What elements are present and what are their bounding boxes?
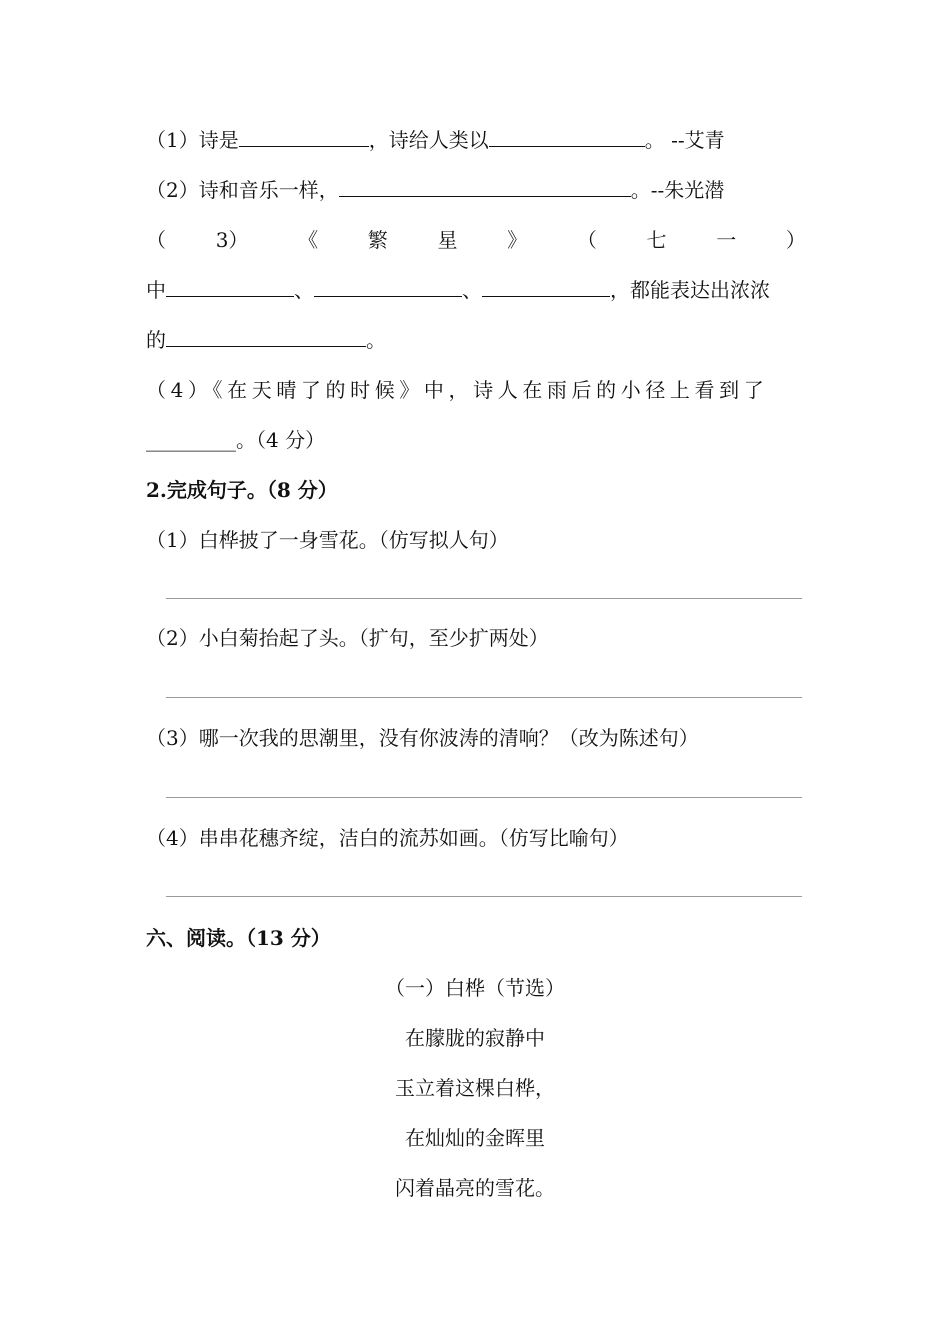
answer-line-1[interactable] (166, 598, 802, 599)
item-3-token: 》 (507, 228, 528, 252)
poem-line-2: 玉立着这棵白桦， (395, 1076, 555, 1100)
item-3-sep1: 、 (294, 278, 314, 302)
blank-3b[interactable] (314, 278, 462, 297)
poem-line-1: 在朦胧的寂静中 (405, 1026, 545, 1050)
poem-line-4: 闪着晶亮的雪花。 (395, 1176, 555, 1200)
question-2-heading: 2.完成句子。（8 分） (146, 478, 338, 502)
fill-item-1-text-b: ，诗给人类以 (368, 128, 489, 152)
item-3-end-a: 的 (146, 328, 166, 352)
item-3-token: ） (785, 228, 806, 252)
sentence-item-2: （2）小白菊抬起了头。（扩句，至少扩两处） (146, 626, 549, 650)
blank-3c[interactable] (482, 278, 610, 297)
item-3-token: 3） (215, 228, 249, 252)
fill-item-3-cont (146, 276, 770, 304)
section-6-heading: 六、阅读。（13 分） (146, 926, 331, 950)
fill-item-2-text-a: （2）诗和音乐一样， (146, 178, 339, 202)
fill-item-4-cont (146, 426, 325, 454)
answer-line-3[interactable] (166, 797, 802, 798)
poem-title: （一）白桦（节选） (385, 976, 565, 1000)
blank-1b[interactable] (489, 128, 645, 147)
item-4-blank[interactable]: _________ (146, 428, 236, 452)
item-4-tail: 。（4 分） (236, 428, 326, 452)
item-3-cont-b: ，都能表达出浓浓 (610, 278, 770, 302)
item-3-token: 繁 (367, 228, 388, 252)
blank-3a[interactable] (166, 278, 294, 297)
item-3-token: （ (576, 228, 597, 252)
answer-line-2[interactable] (166, 697, 802, 698)
fill-item-2-text-b: 。--朱光潜 (630, 178, 725, 202)
item-3-sep2: 、 (462, 278, 482, 302)
sentence-item-1: （1）白桦披了一身雪花。（仿写拟人句） (146, 528, 509, 552)
item-3-cont-a: 中 (146, 278, 166, 302)
fill-item-1-text-a: （1）诗是 (146, 128, 239, 152)
item-3-end-b: 。 (366, 328, 386, 352)
item-3-token: 《 (298, 228, 319, 252)
fill-item-4 (146, 376, 768, 404)
item-4-text: （4）《在天晴了的时候》中，诗人在雨后的小径上看到了 (146, 378, 769, 402)
answer-line-4[interactable] (166, 896, 802, 897)
fill-item-2 (146, 176, 724, 204)
blank-1a[interactable] (239, 128, 369, 147)
sentence-item-3: （3）哪一次我的思潮里，没有你波涛的清响？（改为陈述句） (146, 726, 699, 750)
item-3-token: 一 (716, 228, 737, 252)
fill-item-1-text-c: 。 --艾青 (644, 128, 725, 152)
fill-item-1 (146, 126, 725, 154)
blank-2[interactable] (339, 178, 631, 197)
poem-line-3: 在灿灿的金晖里 (405, 1126, 545, 1150)
item-3-token: 七 (646, 228, 667, 252)
item-3-token: （ (146, 228, 166, 252)
fill-item-3-line (146, 226, 806, 254)
item-3-token: 星 (437, 228, 458, 252)
blank-3d[interactable] (166, 328, 366, 347)
sentence-item-4: （4）串串花穗齐绽，洁白的流苏如画。（仿写比喻句） (146, 826, 629, 850)
fill-item-3-end (146, 326, 386, 354)
